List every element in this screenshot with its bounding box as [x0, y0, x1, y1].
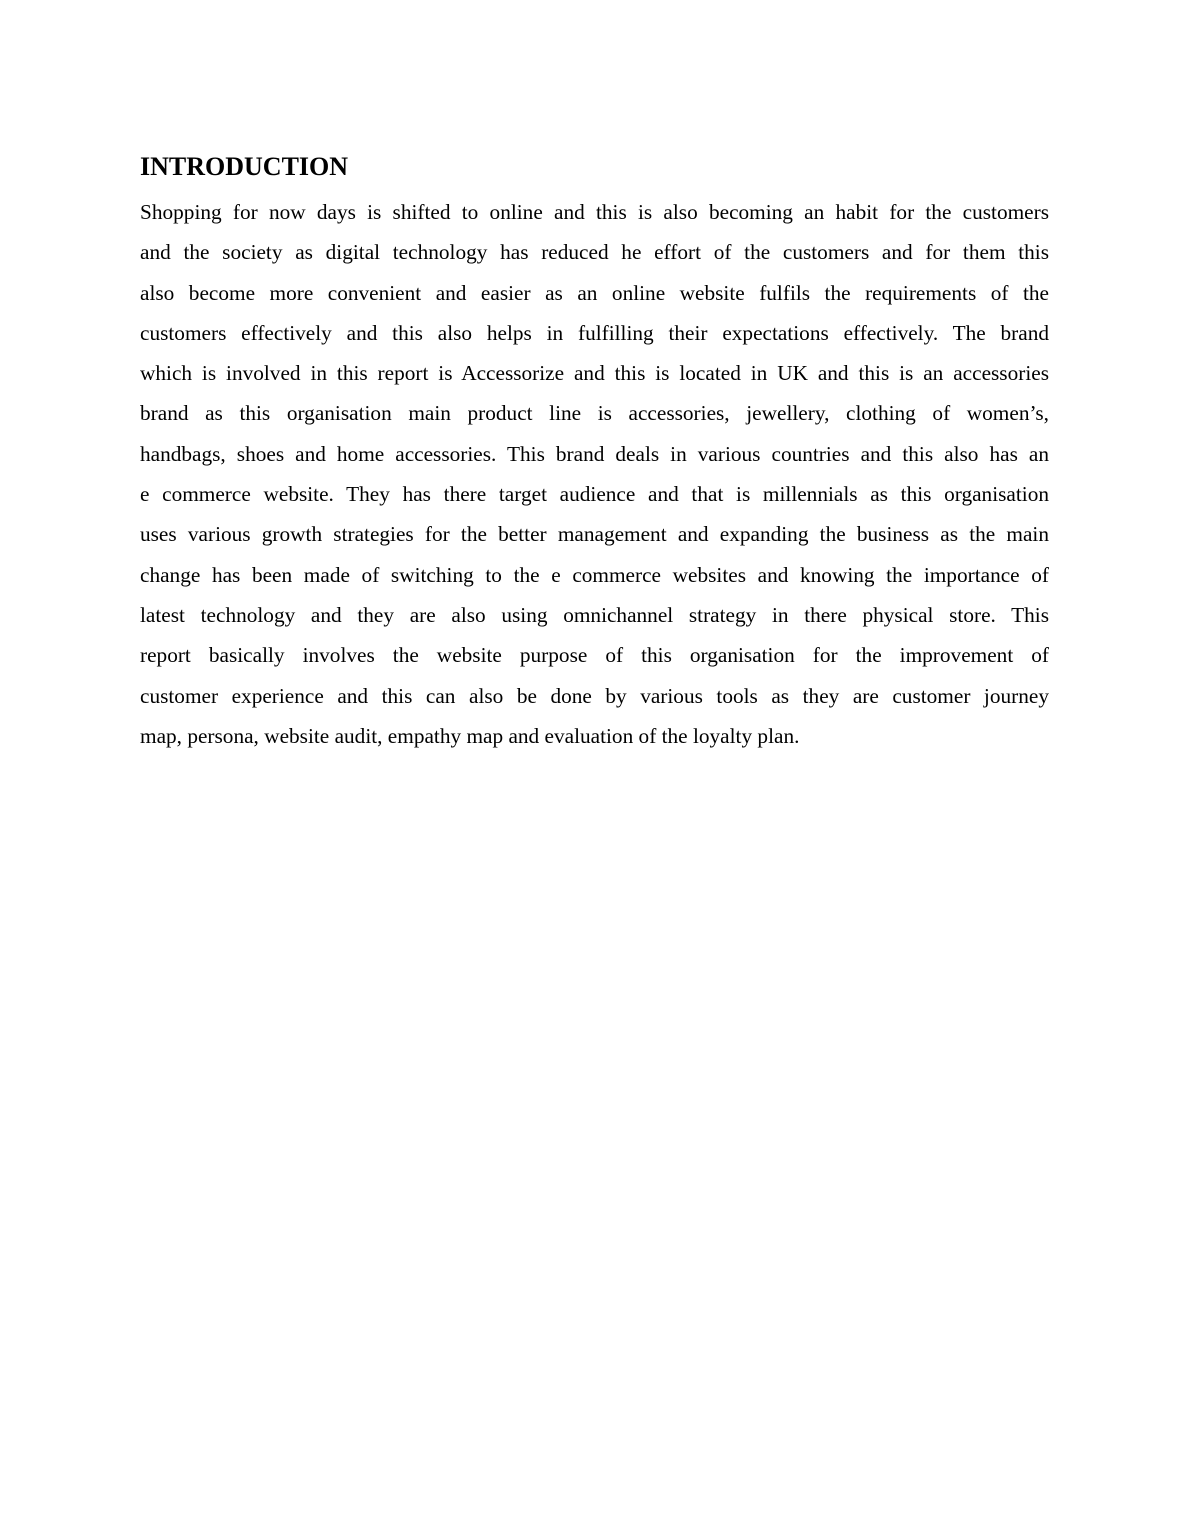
paragraph-line: which is involved in this report is Accessorize and this is located in UK and this is an accessories: [140, 361, 1049, 386]
paragraph-line: e commerce website. They has there target audience and that is millennials as this organisation: [140, 482, 1049, 507]
paragraph-line: report basically involves the website purpose of this organisation for the improvement of: [140, 643, 1049, 668]
paragraph-line: uses various growth strategies for the better management and expanding the business as the main: [140, 522, 1049, 547]
paragraph-line: and the society as digital technology has reduced he effort of the customers and for them this: [140, 240, 1049, 265]
paragraph-line: brand as this organisation main product line is accessories, jewellery, clothing of women’s,: [140, 401, 1049, 426]
paragraph-line: Shopping for now days is shifted to online and this is also becoming an habit for the customers: [140, 200, 1049, 224]
paragraph-line: map, persona, website audit, empathy map and evaluation of the loyalty plan.: [140, 723, 800, 748]
page-content: [140, 150, 1049, 756]
paragraph-line: handbags, shoes and home accessories. This brand deals in various countries and this also has an: [140, 441, 1049, 466]
section-heading: INTRODUCTION: [140, 152, 349, 181]
paragraph-line: latest technology and they are also using omnichannel strategy in there physical store. This: [140, 602, 1049, 627]
paragraph-line: customer experience and this can also be done by various tools as they are customer journey: [140, 683, 1049, 708]
paragraph-line: customers effectively and this also helps in fulfilling their expectations effectively. The brand: [140, 320, 1049, 345]
intro-paragraph: [140, 192, 1049, 756]
paragraph-line: change has been made of switching to the e commerce websites and knowing the importance of: [140, 562, 1049, 587]
paragraph-line: also become more convenient and easier as an online website fulfils the requirements of the: [140, 280, 1049, 305]
